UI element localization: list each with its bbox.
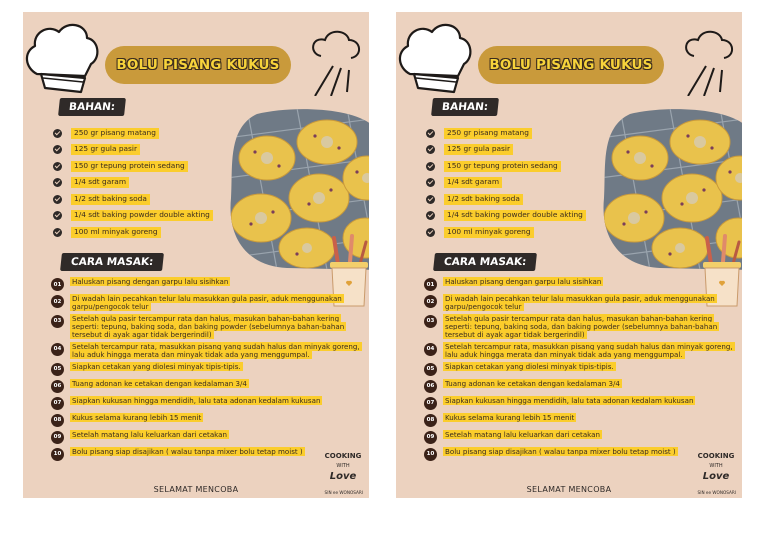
step-item: 02 Di wadah lain pecahkan telur lalu masukkan gula pasir, aduk menggunakan garpu/pengocok telur <box>51 295 363 311</box>
ingredient-item: 1/4 sdt baking powder double akting <box>426 208 636 225</box>
step-item: 01 Haluskan pisang dengan garpu lalu sisihkan <box>424 278 736 291</box>
recipe-title: BOLU PISANG KUKUS <box>116 57 280 73</box>
check-icon <box>426 145 435 154</box>
step-item: 09 Setelah matang lalu keluarkan dari cetakan <box>51 431 363 444</box>
ingredient-item: 150 gr tepung protein sedang <box>53 158 263 175</box>
ingredients-heading: BAHAN: <box>58 98 126 116</box>
closing-text: SELAMAT MENCOBA <box>153 485 239 494</box>
credit-text: SIN ee WONOSARI <box>324 490 363 495</box>
ingredient-item: 125 gr gula pasir <box>426 142 636 159</box>
check-icon <box>426 211 435 220</box>
check-icon <box>53 129 62 138</box>
ingredient-item: 250 gr pisang matang <box>426 125 636 142</box>
title-banner <box>105 46 291 84</box>
ingredient-item: 100 ml minyak goreng <box>426 224 636 241</box>
check-icon <box>426 129 435 138</box>
check-icon <box>53 145 62 154</box>
badge-line-2: WITH <box>336 463 350 469</box>
ingredient-item: 125 gr gula pasir <box>53 142 263 159</box>
step-item: 07 Siapkan kukusan hingga mendidih, lalu tata adonan kedalam kukusan <box>424 397 736 410</box>
title-banner <box>478 46 664 84</box>
ingredient-item: 150 gr tepung protein sedang <box>426 158 636 175</box>
step-item: 03 Setelah gula pasir tercampur rata dan halus, masukan bahan-bahan kering seperti: tepung, baking soda, dan baking powder (sebelumnya bahan-bahan tersebut di ayak agar tidak bergerindil) <box>51 315 363 339</box>
step-item: 02 Di wadah lain pecahkan telur lalu masukkan gula pasir, aduk menggunakan garpu/pengocok telur <box>424 295 736 311</box>
steam-icon <box>303 26 365 96</box>
method-heading: CARA MASAK: <box>60 253 164 271</box>
recipe-card-right <box>396 12 742 498</box>
check-icon <box>53 228 62 237</box>
ingredient-item: 1/4 sdt baking powder double akting <box>53 208 263 225</box>
ingredient-item: 1/4 sdt garam <box>426 175 636 192</box>
cooking-with-love-logo <box>697 448 735 486</box>
method-heading: CARA MASAK: <box>433 253 537 271</box>
check-icon <box>53 162 62 171</box>
steps-list <box>424 278 736 465</box>
check-icon <box>426 178 435 187</box>
ingredient-item: 100 ml minyak goreng <box>53 224 263 241</box>
recipe-title: BOLU PISANG KUKUS <box>489 57 653 73</box>
credit-text: SIN ee WONOSARI <box>697 490 736 495</box>
step-item: 10 Bolu pisang siap disajikan ( walau tanpa mixer bolu tetap moist ) <box>51 448 363 461</box>
steps-list <box>51 278 363 465</box>
check-icon <box>426 195 435 204</box>
badge-line-3: Love <box>329 471 357 482</box>
check-icon <box>53 178 62 187</box>
steam-icon <box>676 26 738 96</box>
badge-line-1: COOKING <box>324 452 362 460</box>
recipe-card-left <box>23 12 369 498</box>
cooking-with-love-logo <box>324 448 362 486</box>
step-item: 07 Siapkan kukusan hingga mendidih, lalu tata adonan kedalam kukusan <box>51 397 363 410</box>
step-item: 06 Tuang adonan ke cetakan dengan kedalaman 3/4 <box>424 380 736 393</box>
ingredient-item: 1/2 sdt baking soda <box>53 191 263 208</box>
badge-line-1: COOKING <box>697 452 735 460</box>
ingredients-heading: BAHAN: <box>431 98 499 116</box>
check-icon <box>426 228 435 237</box>
step-item: 04 Setelah tercampur rata, masukkan pisang yang sudah halus dan minyak goreng, lalu aduk hingga merata dan minyak tidak ada yang menggumpal. <box>424 343 736 359</box>
ingredient-item: 1/4 sdt garam <box>53 175 263 192</box>
chef-hat-icon <box>23 18 103 96</box>
chef-hat-icon <box>396 18 476 96</box>
step-item: 08 Kukus selama kurang lebih 15 menit <box>51 414 363 427</box>
step-item: 01 Haluskan pisang dengan garpu lalu sisihkan <box>51 278 363 291</box>
step-item: 09 Setelah matang lalu keluarkan dari cetakan <box>424 431 736 444</box>
check-icon <box>53 211 62 220</box>
badge-line-3: Love <box>702 471 730 482</box>
step-item: 05 Siapkan cetakan yang diolesi minyak tipis-tipis. <box>424 363 736 376</box>
step-item: 08 Kukus selama kurang lebih 15 menit <box>424 414 736 427</box>
closing-text: SELAMAT MENCOBA <box>526 485 612 494</box>
step-item: 06 Tuang adonan ke cetakan dengan kedalaman 3/4 <box>51 380 363 393</box>
step-item: 04 Setelah tercampur rata, masukkan pisang yang sudah halus dan minyak goreng, lalu aduk hingga merata dan minyak tidak ada yang menggumpal. <box>51 343 363 359</box>
check-icon <box>53 195 62 204</box>
badge-line-2: WITH <box>709 463 723 469</box>
ingredient-item: 250 gr pisang matang <box>53 125 263 142</box>
check-icon <box>426 162 435 171</box>
step-item: 10 Bolu pisang siap disajikan ( walau tanpa mixer bolu tetap moist ) <box>424 448 736 461</box>
ingredient-item: 1/2 sdt baking soda <box>426 191 636 208</box>
step-item: 05 Siapkan cetakan yang diolesi minyak tipis-tipis. <box>51 363 363 376</box>
step-item: 03 Setelah gula pasir tercampur rata dan halus, masukan bahan-bahan kering seperti: tepung, baking soda, dan baking powder (sebelumnya bahan-bahan tersebut di ayak agar tidak bergerindil) <box>424 315 736 339</box>
